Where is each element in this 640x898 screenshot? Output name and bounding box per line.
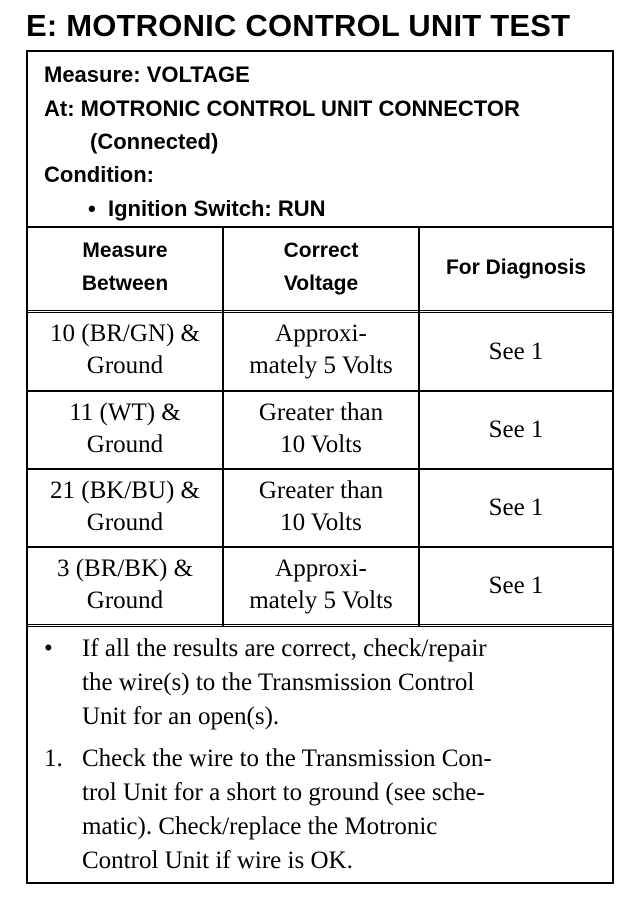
note-line: Control Unit if wire is OK. [82, 847, 353, 874]
measure-label: Measure: VOLTAGE [44, 62, 250, 87]
table-row-1-voltage [224, 318, 418, 382]
cell-line: Approxi- [275, 555, 367, 582]
note-line: If all the results are correct, check/repair [82, 635, 487, 662]
page-title: E: MOTRONIC CONTROL UNIT TEST [26, 8, 571, 43]
row-divider-1 [28, 390, 612, 392]
table-row-4-voltage [224, 553, 418, 617]
row-divider-2 [28, 468, 612, 470]
test-procedure-box [26, 50, 614, 884]
note-line: Unit for an open(s). [82, 703, 280, 730]
condition-item: Ignition Switch: RUN [108, 196, 326, 221]
column-header-measure-between [28, 234, 222, 300]
table-row-3-between [28, 475, 222, 539]
cell-line: mately 5 Volts [249, 587, 393, 614]
table-bottom-divider [28, 624, 612, 627]
note-line: the wire(s) to the Transmission Control [82, 669, 475, 696]
column-header-line: Correct [283, 239, 359, 262]
cell-line: 10 (BR/GN) & [50, 320, 200, 347]
cell-line: 10 Volts [280, 509, 362, 536]
condition-bullet: • [88, 196, 96, 221]
table-row-3-diagnosis: See 1 [488, 494, 544, 521]
note-bullet: • [44, 635, 53, 662]
column-header-for-diagnosis: For Diagnosis [445, 256, 587, 279]
table-row-3-voltage [224, 475, 418, 539]
table-row-2-voltage [224, 397, 418, 461]
column-header-line: Measure [82, 239, 168, 262]
table-row-4-between [28, 553, 222, 617]
note-line: matic). Check/replace the Motronic [82, 813, 438, 840]
note-bullet-text [82, 632, 487, 734]
cell-line: Ground [86, 587, 164, 614]
cell-line: Approxi- [275, 320, 367, 347]
table-row-2-between [28, 397, 222, 461]
note-line: Check the wire to the Transmission Con- [82, 745, 492, 772]
table-row-1-between [28, 318, 222, 382]
table-row-4-diagnosis: See 1 [488, 572, 544, 599]
condition-label: Condition: [44, 162, 154, 187]
header-divider [28, 226, 612, 228]
cell-line: 3 (BR/BK) & [56, 555, 194, 582]
note-numbered-text [82, 742, 492, 878]
note-number-marker: 1. [44, 745, 63, 772]
cell-line: 11 (WT) & [69, 399, 181, 426]
cell-line: Greater than [258, 399, 384, 426]
column-header-line: Voltage [283, 272, 359, 295]
column-header-divider [28, 310, 612, 313]
cell-line: 21 (BK/BU) & [50, 477, 200, 504]
cell-line: Ground [86, 352, 164, 379]
column-header-line: Between [81, 272, 169, 295]
cell-line: Ground [86, 509, 164, 536]
table-row-2-diagnosis: See 1 [488, 416, 544, 443]
row-divider-3 [28, 546, 612, 548]
cell-line: Ground [86, 431, 164, 458]
connected-label: (Connected) [90, 129, 219, 154]
cell-line: Greater than [258, 477, 384, 504]
at-label: At: MOTRONIC CONTROL UNIT CONNECTOR [44, 96, 520, 121]
cell-line: mately 5 Volts [249, 352, 393, 379]
column-header-correct-voltage [224, 234, 418, 300]
table-row-1-diagnosis: See 1 [488, 338, 544, 365]
cell-line: 10 Volts [280, 431, 362, 458]
note-line: trol Unit for a short to ground (see sche- [82, 779, 485, 806]
